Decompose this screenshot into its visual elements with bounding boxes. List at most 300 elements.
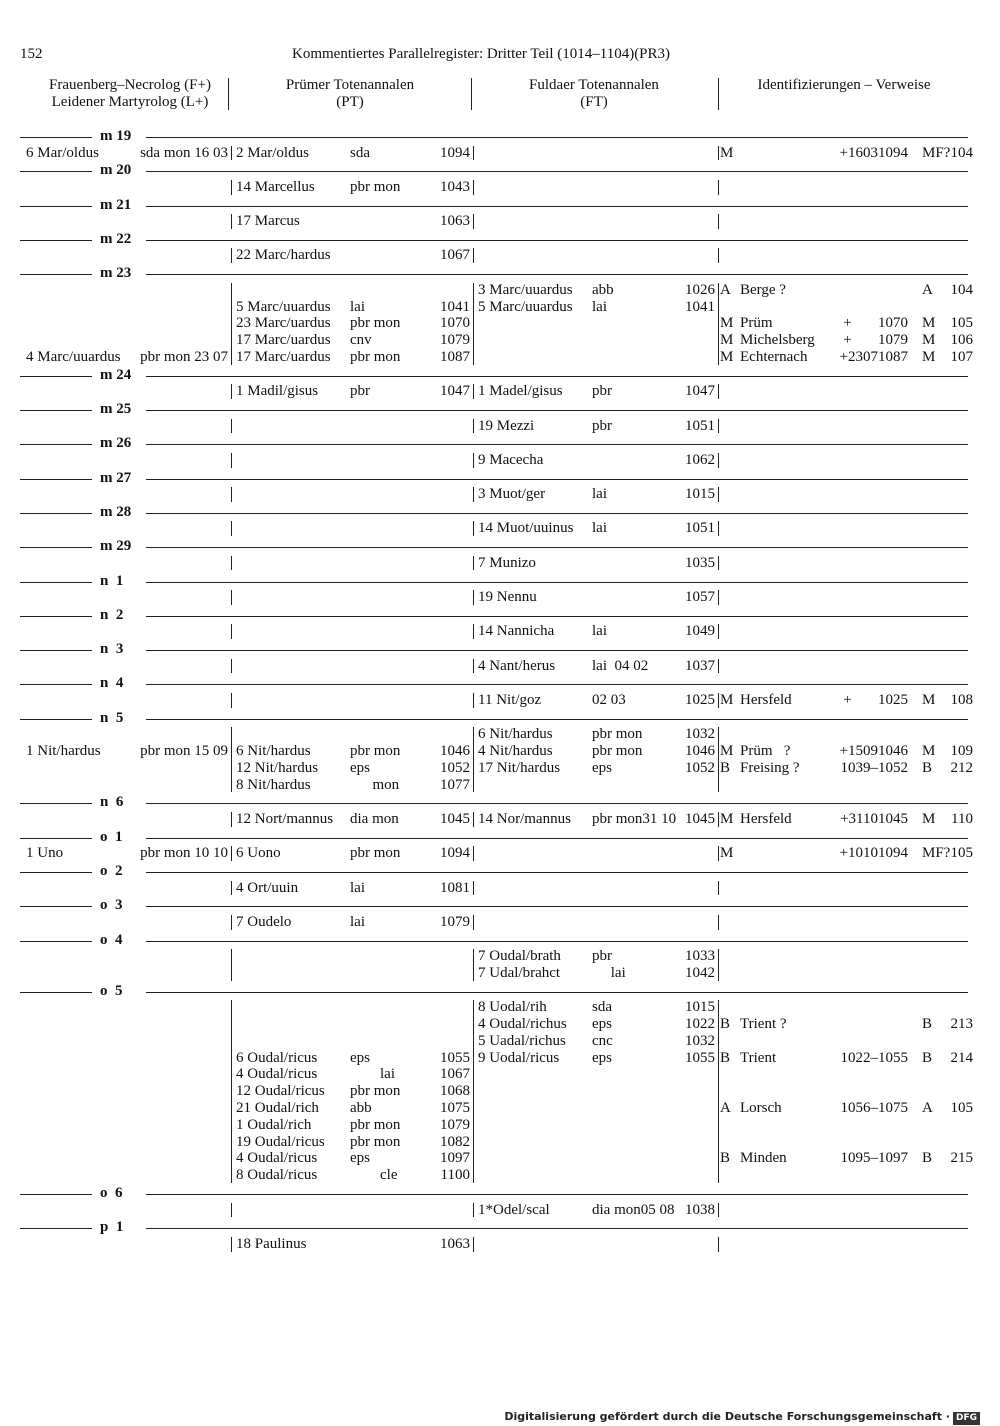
id-ref-number: 212 xyxy=(950,759,973,776)
section-rule-left xyxy=(20,719,92,720)
id-place: Minden xyxy=(740,1150,787,1167)
column-divider xyxy=(718,659,719,674)
ft-entry-status: lai 04 02 xyxy=(592,657,649,674)
id-ref-class: M xyxy=(922,332,936,349)
id-class: B xyxy=(720,1016,731,1032)
id-class: M xyxy=(720,348,734,365)
section-rule-right xyxy=(146,684,968,685)
column-divider xyxy=(231,1237,232,1252)
section-date-label: m 28 xyxy=(100,503,132,520)
id-date: 1039–1052 xyxy=(840,759,908,776)
pt-entry-name: 22 Marc/hardus xyxy=(236,247,331,264)
pt-entry-status: lai xyxy=(350,879,365,896)
column-divider xyxy=(718,419,719,434)
column-divider xyxy=(473,384,474,399)
column-divider xyxy=(718,248,719,263)
section-date-label: o 1 xyxy=(100,828,123,845)
header-divider xyxy=(228,78,229,110)
column-divider xyxy=(718,812,719,827)
pt-entry-year: 1094 xyxy=(440,144,470,161)
id-class: M xyxy=(720,743,734,759)
column-divider xyxy=(718,556,719,571)
ft-entry-year: 1032 xyxy=(685,1032,715,1049)
pt-entry-status: cle xyxy=(350,1167,398,1184)
column-divider xyxy=(231,727,232,792)
ft-entry-status: lai xyxy=(592,520,607,537)
pt-entry-year: 1075 xyxy=(440,1100,470,1116)
column-divider xyxy=(473,283,474,365)
id-ref-class: B xyxy=(922,1049,933,1066)
section-date-label: o 4 xyxy=(100,931,123,948)
pt-entry-year: 1077 xyxy=(440,776,470,793)
ft-entry-status: eps xyxy=(592,1016,612,1032)
ft-entry-year: 1038 xyxy=(685,1201,715,1218)
id-date: 1056–1075 xyxy=(840,1100,908,1116)
id-ref-number: 108 xyxy=(950,691,973,708)
ft-entry-name: 4 Nit/hardus xyxy=(478,743,553,759)
ft-entry-status: pbr mon xyxy=(592,743,643,759)
header-divider xyxy=(718,78,719,110)
pt-entry-status: pbr mon xyxy=(350,1116,401,1133)
section-rule-right xyxy=(146,1194,968,1195)
footer-credit xyxy=(504,1410,980,1425)
section-rule-right xyxy=(146,444,968,445)
pt-entry-name: 4 Ort/uuin xyxy=(236,879,299,896)
column-divider xyxy=(473,1237,474,1252)
section-rule-left xyxy=(20,906,92,907)
section-rule-right xyxy=(146,137,968,138)
ft-entry-year: 1051 xyxy=(685,417,715,434)
ft-entry-year: 1047 xyxy=(685,383,715,400)
section-rule-right xyxy=(146,1228,968,1229)
fl-entry-name: 1 Nit/hardus xyxy=(26,743,101,759)
column-divider xyxy=(473,812,474,827)
id-ref-number: 105 xyxy=(950,315,973,332)
column-divider xyxy=(718,453,719,468)
column-divider xyxy=(231,487,232,502)
column-divider xyxy=(718,693,719,708)
id-date: + 1079 xyxy=(843,332,908,349)
section-rule-right xyxy=(146,274,968,275)
section-rule-left xyxy=(20,479,92,480)
ft-entry-name: 1*Odel/scal xyxy=(478,1201,550,1218)
pt-entry-name: 7 Oudelo xyxy=(236,913,292,930)
ft-entry-status: cnc xyxy=(592,1032,613,1049)
id-ref-number: 104 xyxy=(950,281,973,298)
ft-entry-year: 1045 xyxy=(685,810,715,827)
section-date-label: m 22 xyxy=(100,230,132,247)
id-date: 1022–1055 xyxy=(840,1049,908,1066)
column-divider xyxy=(231,556,232,571)
column-divider xyxy=(473,846,474,861)
column-divider xyxy=(231,283,232,365)
ft-entry-year: 1041 xyxy=(685,298,715,315)
ft-entry-year: 1046 xyxy=(685,743,715,759)
column-divider xyxy=(473,521,474,536)
pt-entry-status: pbr mon xyxy=(350,348,401,365)
ft-entry-name: 8 Uodal/rih xyxy=(478,999,547,1016)
id-ref-class: A xyxy=(922,281,933,298)
id-date: +10101094 xyxy=(839,845,908,862)
id-ref-number: 105 xyxy=(950,845,973,862)
id-ref-number: 215 xyxy=(950,1150,973,1167)
ft-entry-status: pbr mon xyxy=(592,726,643,743)
id-class: M xyxy=(720,810,734,827)
column-divider xyxy=(473,915,474,930)
section-date-label: m 26 xyxy=(100,435,132,452)
ft-entry-status: eps xyxy=(592,759,612,776)
pt-entry-year: 1043 xyxy=(440,178,470,195)
section-rule-right xyxy=(146,838,968,839)
ft-entry-status: lai xyxy=(592,486,607,503)
section-rule-right xyxy=(146,872,968,873)
section-rule-left xyxy=(20,240,92,241)
column-divider xyxy=(231,521,232,536)
pt-entry-name: 4 Oudal/ricus xyxy=(236,1150,318,1167)
column-header-3-line-1: Fuldaer Totenannalen xyxy=(529,77,659,93)
column-divider xyxy=(718,214,719,229)
fl-entry-name: 1 Uno xyxy=(26,845,64,862)
column-divider xyxy=(231,214,232,229)
section-rule-left xyxy=(20,1228,92,1229)
column-divider xyxy=(473,659,474,674)
section-rule-right xyxy=(146,719,968,720)
column-divider xyxy=(231,180,232,195)
section-rule-left xyxy=(20,582,92,583)
section-date-label: m 23 xyxy=(100,265,132,282)
page-number: 152 xyxy=(20,46,43,62)
id-class: B xyxy=(720,1049,731,1066)
pt-entry-status: pbr mon xyxy=(350,1083,401,1100)
pt-entry-status: lai xyxy=(350,913,365,930)
pt-entry-year: 1041 xyxy=(440,298,470,315)
column-divider xyxy=(718,624,719,639)
section-rule-right xyxy=(146,547,968,548)
id-ref-number: 214 xyxy=(950,1049,973,1066)
column-divider xyxy=(231,624,232,639)
ft-entry-year: 1055 xyxy=(685,1049,715,1066)
fl-entry-status-date: pbr mon 15 09 xyxy=(140,743,228,759)
column-divider xyxy=(718,180,719,195)
column-divider xyxy=(473,1203,474,1218)
pt-entry-name: 1 Oudal/rich xyxy=(236,1116,312,1133)
ft-entry-year: 1022 xyxy=(685,1016,715,1032)
column-divider xyxy=(718,915,719,930)
page-title: Kommentiertes Parallelregister: Dritter Teil (1014–1104)(PR3) xyxy=(292,46,671,62)
column-divider xyxy=(718,590,719,605)
column-divider xyxy=(718,846,719,861)
pt-entry-name: 6 Uono xyxy=(236,845,281,862)
ft-entry-name: 9 Uodal/ricus xyxy=(478,1049,560,1066)
column-divider xyxy=(231,915,232,930)
pt-entry-status: pbr xyxy=(350,383,370,400)
column-divider xyxy=(718,727,719,792)
pt-entry-status: dia mon xyxy=(350,810,399,827)
column-divider xyxy=(718,1203,719,1218)
id-ref-number: 109 xyxy=(950,743,973,759)
column-divider xyxy=(231,419,232,434)
id-place: Freising ? xyxy=(740,759,800,776)
column-divider xyxy=(718,881,719,896)
ft-entry-year: 1026 xyxy=(685,281,715,298)
section-rule-right xyxy=(146,616,968,617)
id-class: M xyxy=(720,144,734,161)
section-date-label: m 27 xyxy=(100,469,132,486)
ft-entry-status: lai xyxy=(592,964,626,981)
section-date-label: o 2 xyxy=(100,863,123,879)
ft-entry-year: 1035 xyxy=(685,554,715,571)
section-rule-right xyxy=(146,410,968,411)
pt-entry-year: 1067 xyxy=(440,247,470,264)
pt-entry-name: 8 Nit/hardus xyxy=(236,776,311,793)
pt-entry-year: 1045 xyxy=(440,810,470,827)
column-divider xyxy=(473,556,474,571)
id-ref-class: B xyxy=(922,1016,933,1032)
ft-entry-name: 14 Muot/uuinus xyxy=(478,520,574,537)
ft-entry-name: 17 Nit/hardus xyxy=(478,759,561,776)
pt-entry-year: 1063 xyxy=(440,213,470,230)
pt-entry-name: 6 Oudal/ricus xyxy=(236,1049,318,1066)
ft-entry-name: 5 Uadal/richus xyxy=(478,1032,566,1049)
id-date: +31101045 xyxy=(840,810,908,827)
column-divider xyxy=(473,453,474,468)
id-date: +15091046 xyxy=(839,743,908,759)
id-ref-class: B xyxy=(922,759,933,776)
section-rule-right xyxy=(146,803,968,804)
section-rule-right xyxy=(146,582,968,583)
id-class: M xyxy=(720,315,734,332)
column-header-1-line-2: Leidener Martyrolog (L+) xyxy=(51,94,209,110)
column-divider xyxy=(473,1000,474,1183)
section-date-label: m 21 xyxy=(100,196,132,213)
section-date-label: n 4 xyxy=(100,675,124,692)
ft-entry-name: 19 Mezzi xyxy=(478,417,535,434)
pt-entry-name: 21 Oudal/rich xyxy=(236,1100,319,1116)
ft-entry-status: abb xyxy=(592,281,614,298)
column-divider xyxy=(473,881,474,896)
pt-entry-year: 1094 xyxy=(440,845,470,862)
pt-entry-year: 1070 xyxy=(440,315,470,332)
section-date-label: n 2 xyxy=(100,606,124,623)
column-divider xyxy=(231,659,232,674)
pt-entry-status: pbr mon xyxy=(350,315,401,332)
ft-entry-status: sda xyxy=(592,999,612,1016)
ft-entry-name: 7 Oudal/brath xyxy=(478,948,561,965)
id-ref-number: 106 xyxy=(950,332,973,349)
section-rule-right xyxy=(146,171,968,172)
pt-entry-name: 5 Marc/uuardus xyxy=(236,298,331,315)
pt-entry-year: 1067 xyxy=(440,1066,470,1083)
pt-entry-status: pbr mon xyxy=(350,743,401,759)
pt-entry-year: 1079 xyxy=(440,1116,470,1133)
column-divider xyxy=(473,146,474,161)
column-divider xyxy=(473,624,474,639)
ft-entry-year: 1057 xyxy=(685,589,715,605)
ft-entry-year: 1051 xyxy=(685,520,715,537)
section-date-label: n 1 xyxy=(100,572,124,589)
section-rule-right xyxy=(146,206,968,207)
column-divider xyxy=(231,949,232,981)
pt-entry-year: 1046 xyxy=(440,743,470,759)
id-ref-class: MF? xyxy=(922,845,951,862)
ft-entry-status: 02 03 xyxy=(592,691,626,708)
column-divider xyxy=(231,384,232,399)
id-place: Echternach xyxy=(740,348,808,365)
section-rule-left xyxy=(20,616,92,617)
pt-entry-status: pbr mon xyxy=(350,1133,401,1150)
ft-entry-name: 3 Muot/ger xyxy=(478,486,546,503)
section-rule-left xyxy=(20,650,92,651)
pt-entry-status: lai xyxy=(350,1066,395,1083)
column-divider xyxy=(473,214,474,229)
column-divider xyxy=(231,881,232,896)
ft-entry-status: pbr mon31 10 xyxy=(592,810,677,827)
footer-text: Digitalisierung gefördert durch die Deutsche Forschungsgemeinschaft · xyxy=(504,1410,950,1423)
section-rule-left xyxy=(20,803,92,804)
section-date-label: o 5 xyxy=(100,982,123,999)
column-header-2-line-2: (PT) xyxy=(336,94,364,110)
section-rule-left xyxy=(20,941,92,942)
section-rule-left xyxy=(20,137,92,138)
section-date-label: o 6 xyxy=(100,1185,123,1201)
id-ref-number: 105 xyxy=(950,1100,973,1116)
id-date: + 1070 xyxy=(843,315,908,332)
ft-entry-status: pbr xyxy=(592,383,612,400)
id-ref-class: M xyxy=(922,743,936,759)
section-date-label: n 3 xyxy=(100,641,124,658)
ft-entry-year: 1049 xyxy=(685,623,715,640)
section-rule-left xyxy=(20,171,92,172)
pt-entry-year: 1081 xyxy=(440,879,470,896)
dfg-logo: DFG xyxy=(953,1412,980,1425)
ft-entry-status: eps xyxy=(592,1049,612,1066)
ft-entry-name: 5 Marc/uuardus xyxy=(478,298,573,315)
id-ref-number: 110 xyxy=(951,810,973,827)
pt-entry-name: 12 Oudal/ricus xyxy=(236,1083,325,1100)
ft-entry-status: dia mon05 08 xyxy=(592,1201,675,1218)
pt-entry-year: 1100 xyxy=(440,1167,470,1184)
id-ref-class: M xyxy=(922,810,936,827)
ft-entry-status: lai xyxy=(592,623,607,640)
section-date-label: m 29 xyxy=(100,538,132,555)
ft-entry-status: pbr xyxy=(592,948,612,965)
fl-entry-status-date: pbr mon 10 10 xyxy=(140,845,228,862)
id-date: + 1025 xyxy=(843,691,908,708)
section-rule-right xyxy=(146,513,968,514)
ft-entry-name: 1 Madel/gisus xyxy=(478,383,563,400)
pt-entry-year: 1097 xyxy=(440,1150,470,1167)
pt-entry-year: 1063 xyxy=(440,1235,470,1252)
column-divider xyxy=(473,180,474,195)
column-divider xyxy=(718,384,719,399)
pt-entry-status: eps xyxy=(350,759,370,776)
pt-entry-status: sda xyxy=(350,144,370,161)
pt-entry-name: 6 Nit/hardus xyxy=(236,743,311,759)
column-divider xyxy=(473,419,474,434)
id-ref-number: 104 xyxy=(950,144,973,161)
ft-entry-name: 4 Oudal/richus xyxy=(478,1016,567,1032)
pt-entry-year: 1079 xyxy=(440,913,470,930)
pt-entry-status: pbr mon xyxy=(350,845,401,862)
ft-entry-name: 11 Nit/goz xyxy=(478,691,542,708)
column-divider xyxy=(231,453,232,468)
id-place: Lorsch xyxy=(740,1100,782,1116)
ft-entry-name: 7 Udal/brahct xyxy=(478,964,561,981)
ft-entry-name: 7 Munizo xyxy=(478,554,536,571)
id-place: Trient ? xyxy=(740,1016,787,1032)
column-header-4-line-1: Identifizierungen – Verweise xyxy=(757,77,931,93)
header-divider xyxy=(471,78,472,110)
id-ref-number: 213 xyxy=(950,1016,973,1032)
fl-entry-name: 4 Marc/uuardus xyxy=(26,348,121,365)
id-date: +16031094 xyxy=(839,144,908,161)
column-divider xyxy=(231,1000,232,1183)
pt-entry-year: 1047 xyxy=(440,383,470,400)
section-rule-left xyxy=(20,547,92,548)
pt-entry-year: 1068 xyxy=(440,1083,470,1100)
id-place: Prüm xyxy=(740,315,773,332)
ft-entry-name: 19 Nennu xyxy=(478,589,537,605)
pt-entry-status: eps xyxy=(350,1150,370,1167)
ft-entry-year: 1015 xyxy=(685,999,715,1016)
section-rule-left xyxy=(20,1194,92,1195)
pt-entry-name: 17 Marc/uardus xyxy=(236,348,331,365)
fl-entry-name: 6 Mar/oldus xyxy=(26,144,99,161)
id-date: +23071087 xyxy=(839,348,908,365)
section-date-label: m 19 xyxy=(100,128,132,144)
id-ref-class: M xyxy=(922,315,936,332)
section-rule-left xyxy=(20,206,92,207)
column-divider xyxy=(473,693,474,708)
ft-entry-year: 1062 xyxy=(685,451,715,468)
ft-entry-name: 9 Macecha xyxy=(478,451,544,468)
pt-entry-year: 1052 xyxy=(440,759,470,776)
id-ref-class: A xyxy=(922,1100,933,1116)
pt-entry-year: 1079 xyxy=(440,332,470,349)
pt-entry-name: 18 Paulinus xyxy=(236,1235,307,1252)
section-date-label: n 5 xyxy=(100,709,124,726)
pt-entry-status: abb xyxy=(350,1100,372,1116)
pt-entry-name: 23 Marc/uardus xyxy=(236,315,331,332)
column-divider xyxy=(231,812,232,827)
id-place: Hersfeld xyxy=(740,691,792,708)
column-divider xyxy=(231,693,232,708)
section-rule-left xyxy=(20,410,92,411)
ft-entry-name: 6 Nit/hardus xyxy=(478,726,553,743)
id-class: B xyxy=(720,1150,731,1167)
section-rule-left xyxy=(20,513,92,514)
id-class: B xyxy=(720,759,731,776)
section-rule-right xyxy=(146,992,968,993)
column-divider xyxy=(473,727,474,792)
pt-entry-status: lai xyxy=(350,298,365,315)
section-date-label: n 6 xyxy=(100,794,124,811)
section-date-label: p 1 xyxy=(100,1219,124,1236)
column-header-2-line-1: Prümer Totenannalen xyxy=(285,77,415,93)
section-rule-left xyxy=(20,444,92,445)
pt-entry-status: mon xyxy=(350,776,400,793)
column-divider xyxy=(473,590,474,605)
pt-entry-name: 12 Nort/mannus xyxy=(236,810,334,827)
pt-entry-name: 14 Marcellus xyxy=(236,178,315,195)
id-ref-class: B xyxy=(922,1150,933,1167)
id-place: Prüm ? xyxy=(740,743,791,759)
section-date-label: m 25 xyxy=(100,401,132,417)
id-place: Trient xyxy=(740,1049,777,1066)
section-rule-left xyxy=(20,684,92,685)
ft-entry-year: 1032 xyxy=(685,726,715,743)
ft-entry-status: lai xyxy=(592,298,607,315)
